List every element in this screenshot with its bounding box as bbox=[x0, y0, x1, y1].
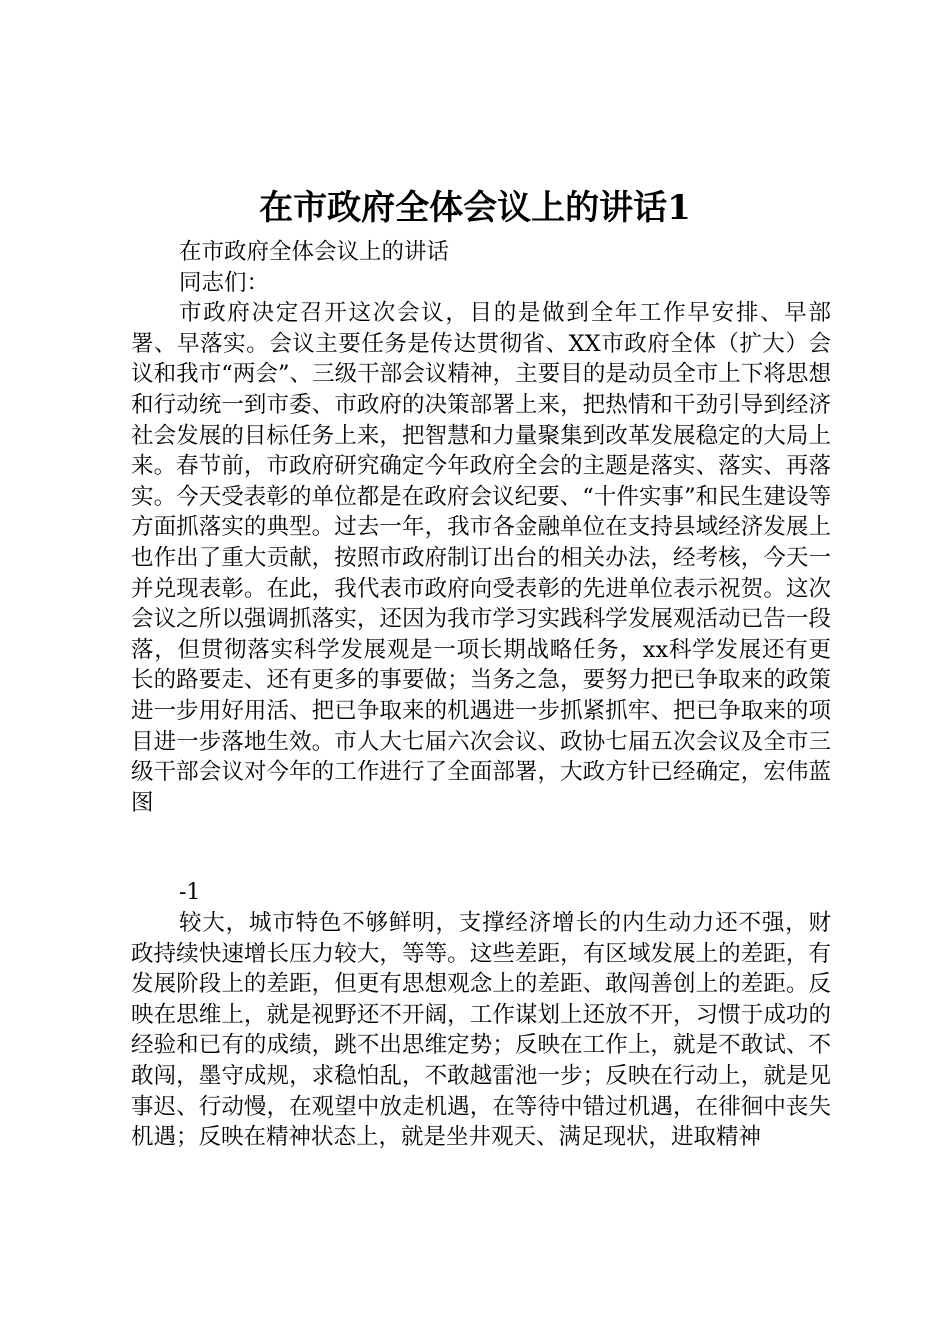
document-title: 在市政府全体会议上的讲话1 bbox=[259, 188, 691, 228]
salutation: 同志们： bbox=[179, 269, 270, 296]
document-body-top bbox=[131, 237, 831, 818]
paragraph-1: 市政府决定召开这次会议，目的是做到全年工作早安排、早部署、早落实。会议主要任务是传达贯彻省、XX市政府全体（扩大）会议和我市“两会”、三级干部会议精神，主要目的是动员全市上下将思想和行动统一到市委、市政府的决策部署上来，把热情和干劲引导到经济社会发展的目标任务上来，把智慧和力量聚集到改革发展稳定的大局上来。春节前，市政府研究确定今年政府全会的主题是落实、落实、再落实。今天受表彰的单位都是在政府会议纪要、“十件实事”和民生建设等方面抓落实的典型。过去一年，我市各金融单位在支持县域经济发展上也作出了重大贡献，按照市政府制订出台的相关办法，经考核，今天一并兑现表彰。在此，我代表市政府向受表彰的先进单位表示祝贺。这次会议之所以强调抓落实，还因为我市学习实践科学发展观活动已告一段落，但贯彻落实科学发展观是一项长期战略任务，xx科学发展还有更长的路要走、还有更多的事要做；当务之急，要努力把已争取来的政策进一步用好用活、把已争取来的机遇进一步抓紧抓牢、把已争取来的项目进一步落地生效。市人大七届六次会议、政协七届五次会议及全市三级干部会议对今年的工作进行了全面部署，大政方针已经确定，宏伟蓝图 bbox=[131, 300, 831, 816]
document-subtitle: 在市政府全体会议上的讲话 bbox=[179, 239, 450, 265]
page-number-marker: -1 bbox=[179, 880, 201, 905]
paragraph-2: 较大，城市特色不够鲜明，支撑经济增长的内生动力还不强，财政持续快速增长压力较大，等等。这些差距，有区域发展上的差距，有发展阶段上的差距，但更有思想观念上的差距、敢闯善创上的差距。反映在思维上，就是视野还不开阔，工作谋划上还放不开，习惯于成功的经验和已有的成绩，跳不出思维定势；反映在工作上，就是不敢试、不敢闯，墨守成规，求稳怕乱，不敢越雷池一步；反映在行动上，就是见事迟、行动慢，在观望中放走机遇，在等待中错过机遇，在徘徊中丧失机遇；反映在精神状态上，就是坐井观天、满足现状，进取精神 bbox=[131, 910, 831, 1151]
document-body-bottom bbox=[131, 908, 831, 1153]
